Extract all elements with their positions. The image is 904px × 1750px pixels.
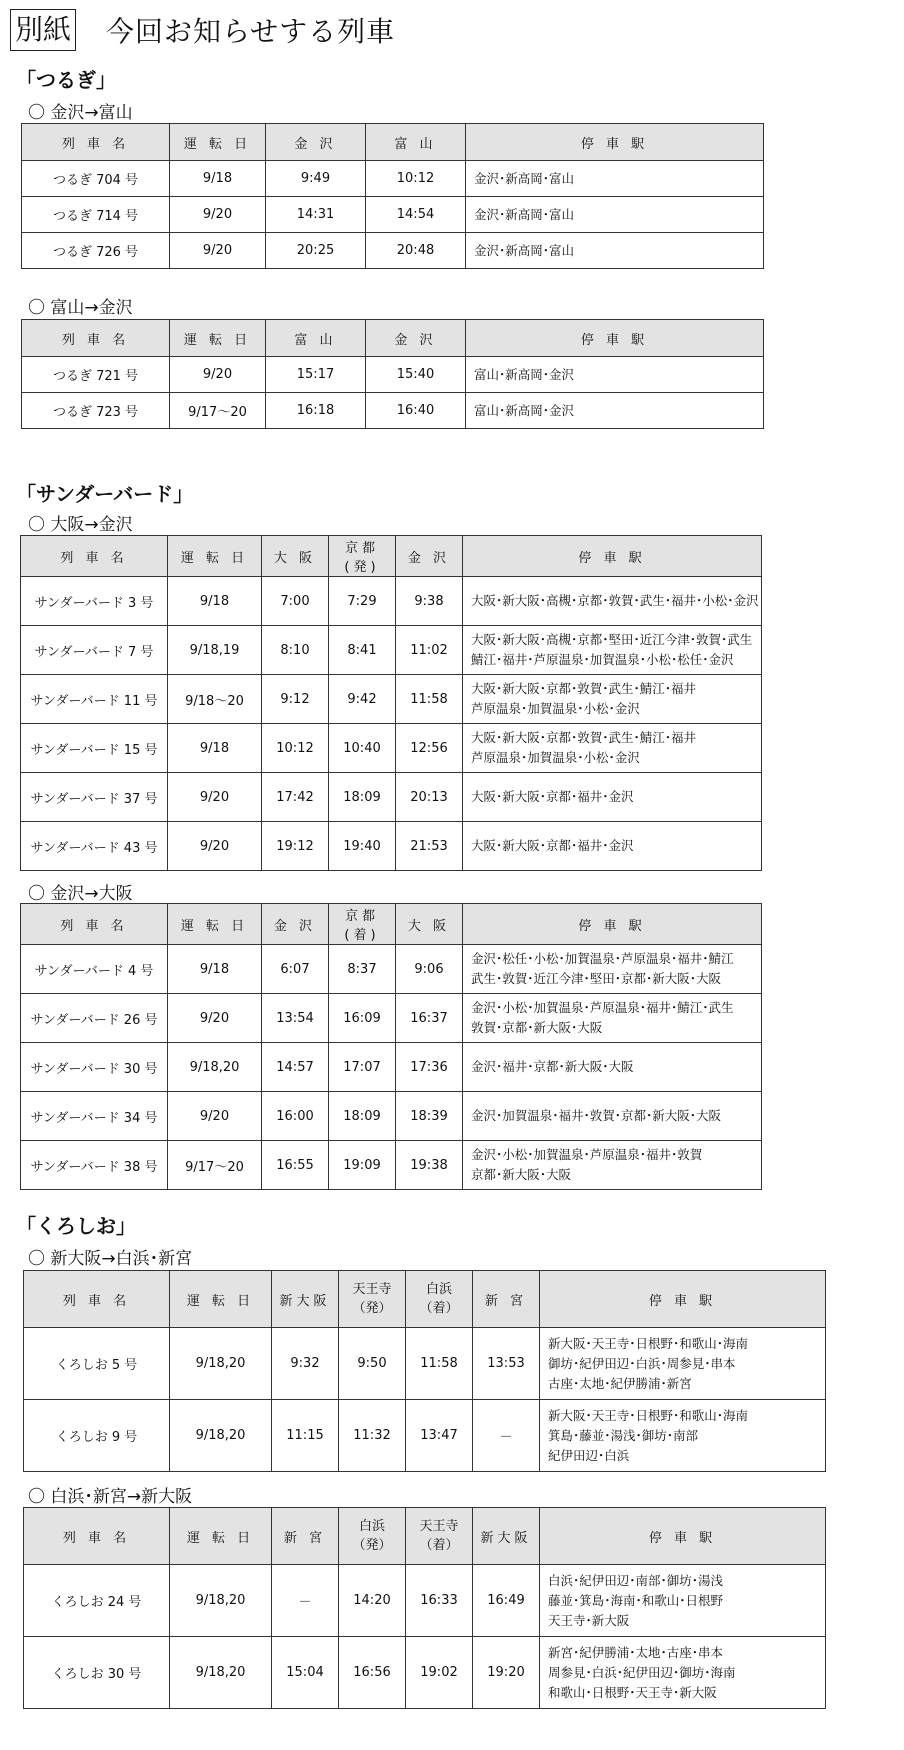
train-name-cell: つるぎ 704 号: [22, 161, 170, 197]
time-cell: 14:31: [266, 197, 366, 233]
train-name-cell: サンダーバード 26 号: [21, 994, 168, 1043]
table-row: [21, 773, 762, 822]
train-name-cell: サンダーバード 37 号: [21, 773, 168, 822]
train-name-cell: サンダーバード 4 号: [21, 945, 168, 994]
time-cell: 6:07: [262, 945, 329, 994]
time-cell: 20:25: [266, 233, 366, 269]
timetable: [23, 1270, 826, 1472]
operation-date-cell: 9/20: [170, 197, 266, 233]
time-cell: 11:58: [396, 675, 463, 724]
time-cell: 17:07: [329, 1043, 396, 1092]
header-row: [24, 1271, 826, 1328]
column-header: 停 車 駅: [463, 536, 762, 577]
table-row: [24, 1637, 826, 1709]
time-cell: 17:36: [396, 1043, 463, 1092]
column-header: 金 沢: [262, 904, 329, 945]
time-cell: 15:40: [366, 357, 466, 393]
time-cell: 10:40: [329, 724, 396, 773]
section-title: 「くろしお」: [16, 1214, 136, 1238]
stops-cell: 金沢･新高岡･富山: [466, 161, 764, 197]
time-cell: 12:56: [396, 724, 463, 773]
time-cell: 21:53: [396, 822, 463, 871]
train-name-cell: サンダーバード 43 号: [21, 822, 168, 871]
column-header: 運 転 日: [170, 320, 266, 357]
operation-date-cell: 9/18,20: [170, 1400, 272, 1472]
time-cell: 19:38: [396, 1141, 463, 1190]
stops-cell: 金沢･福井･京都･新大阪･大阪: [463, 1043, 762, 1092]
column-header: 京都(着): [329, 904, 396, 945]
time-cell: 16:33: [406, 1565, 473, 1637]
column-header: 停 車 駅: [463, 904, 762, 945]
column-header: 列 車 名: [21, 536, 168, 577]
route-title: 〇 金沢→富山: [28, 103, 133, 123]
section-title: 「サンダーバード」: [16, 482, 194, 506]
route-title: 〇 金沢→大阪: [28, 884, 133, 904]
operation-date-cell: 9/18: [168, 945, 262, 994]
time-cell: 18:39: [396, 1092, 463, 1141]
column-header: 列 車 名: [21, 904, 168, 945]
column-header: 新 宮: [272, 1508, 339, 1565]
column-header: 新 宮: [473, 1271, 540, 1328]
stops-cell: 金沢･松任･小松･加賀温泉･芦原温泉･福井･鯖江 武生･敦賀･近江今津･堅田･京都･新大阪･大阪: [463, 945, 762, 994]
table-row: [24, 1565, 826, 1637]
train-name-cell: サンダーバード 34 号: [21, 1092, 168, 1141]
time-cell: 8:37: [329, 945, 396, 994]
stops-cell: 大阪･新大阪･京都･敦賀･武生･鯖江･福井 芦原温泉･加賀温泉･小松･金沢: [463, 724, 762, 773]
operation-date-cell: 9/20: [168, 822, 262, 871]
table-row: [21, 994, 762, 1043]
train-name-cell: つるぎ 714 号: [22, 197, 170, 233]
time-cell: 9:42: [329, 675, 396, 724]
column-header: 運 転 日: [170, 124, 266, 161]
stops-cell: 新大阪･天王寺･日根野･和歌山･海南 箕島･藤並･湯浅･御坊･南部 紀伊田辺･白浜: [540, 1400, 826, 1472]
time-cell: 19:40: [329, 822, 396, 871]
table-row: [22, 161, 764, 197]
table-row: [21, 675, 762, 724]
stops-cell: 大阪･新大阪･京都･福井･金沢: [463, 773, 762, 822]
stops-cell: 新宮･紀伊勝浦･太地･古座･串本 周参見･白浜･紀伊田辺･御坊･海南 和歌山･日根野･天王寺･新大阪: [540, 1637, 826, 1709]
time-cell: 19:20: [473, 1637, 540, 1709]
header-row: [22, 124, 764, 161]
time-cell: －: [473, 1400, 540, 1472]
column-header: 運 転 日: [170, 1508, 272, 1565]
column-header: 運 転 日: [168, 904, 262, 945]
time-cell: 13:47: [406, 1400, 473, 1472]
header-row: [21, 536, 762, 577]
timetable: [20, 903, 762, 1190]
table-row: [21, 1141, 762, 1190]
time-cell: 20:48: [366, 233, 466, 269]
train-name-cell: サンダーバード 30 号: [21, 1043, 168, 1092]
timetable: [21, 319, 764, 429]
time-cell: 16:37: [396, 994, 463, 1043]
table-row: [21, 1043, 762, 1092]
time-cell: 14:57: [262, 1043, 329, 1092]
train-name-cell: サンダーバード 38 号: [21, 1141, 168, 1190]
column-header: 富 山: [366, 124, 466, 161]
operation-date-cell: 9/20: [170, 233, 266, 269]
operation-date-cell: 9/20: [168, 994, 262, 1043]
time-cell: 19:12: [262, 822, 329, 871]
time-cell: 14:20: [339, 1565, 406, 1637]
table-row: [21, 626, 762, 675]
route-title: 〇 新大阪→白浜･新宮: [28, 1249, 193, 1269]
time-cell: 16:40: [366, 393, 466, 429]
time-cell: 11:15: [272, 1400, 339, 1472]
operation-date-cell: 9/18～20: [168, 675, 262, 724]
time-cell: 15:04: [272, 1637, 339, 1709]
time-cell: 16:56: [339, 1637, 406, 1709]
stops-cell: 大阪･新大阪･京都･敦賀･武生･鯖江･福井 芦原温泉･加賀温泉･小松･金沢: [463, 675, 762, 724]
header-row: [22, 320, 764, 357]
operation-date-cell: 9/20: [168, 1092, 262, 1141]
column-header: 列 車 名: [24, 1271, 170, 1328]
train-name-cell: くろしお 5 号: [24, 1328, 170, 1400]
table-row: [21, 724, 762, 773]
time-cell: 7:29: [329, 577, 396, 626]
column-header: 大 阪: [396, 904, 463, 945]
column-header: 京都(発): [329, 536, 396, 577]
route-title: 〇 白浜･新宮→新大阪: [28, 1487, 193, 1507]
time-cell: 9:49: [266, 161, 366, 197]
stops-cell: 大阪･新大阪･高槻･京都･敦賀･武生･福井･小松･金沢: [463, 577, 762, 626]
time-cell: 17:42: [262, 773, 329, 822]
time-cell: 10:12: [262, 724, 329, 773]
time-cell: 16:09: [329, 994, 396, 1043]
table-row: [21, 945, 762, 994]
page-title: 今回お知らせする列車: [106, 15, 396, 48]
operation-date-cell: 9/18,20: [170, 1637, 272, 1709]
column-header: 列 車 名: [22, 124, 170, 161]
operation-date-cell: 9/18: [170, 161, 266, 197]
train-name-cell: くろしお 24 号: [24, 1565, 170, 1637]
stops-cell: 金沢･新高岡･富山: [466, 197, 764, 233]
train-name-cell: つるぎ 721 号: [22, 357, 170, 393]
time-cell: 19:09: [329, 1141, 396, 1190]
table-row: [22, 357, 764, 393]
route-title: 〇 富山→金沢: [28, 298, 133, 318]
stops-cell: 大阪･新大阪･高槻･京都･堅田･近江今津･敦賀･武生 鯖江･福井･芦原温泉･加賀温泉･小松･松任･金沢: [463, 626, 762, 675]
time-cell: 9:50: [339, 1328, 406, 1400]
attachment-badge: 別紙: [10, 9, 76, 51]
time-cell: 16:55: [262, 1141, 329, 1190]
table-row: [24, 1328, 826, 1400]
time-cell: 11:02: [396, 626, 463, 675]
time-cell: 18:09: [329, 1092, 396, 1141]
train-name-cell: くろしお 9 号: [24, 1400, 170, 1472]
column-header: 停 車 駅: [466, 124, 764, 161]
route-title: 〇 大阪→金沢: [28, 515, 133, 535]
column-header: 新大阪: [272, 1271, 339, 1328]
operation-date-cell: 9/20: [168, 773, 262, 822]
time-cell: 8:41: [329, 626, 396, 675]
table-row: [21, 1092, 762, 1141]
time-cell: 9:06: [396, 945, 463, 994]
header-row: [24, 1508, 826, 1565]
time-cell: 20:13: [396, 773, 463, 822]
stops-cell: 金沢･小松･加賀温泉･芦原温泉･福井･敦賀 京都･新大阪･大阪: [463, 1141, 762, 1190]
column-header: 停 車 駅: [540, 1271, 826, 1328]
train-name-cell: サンダーバード 7 号: [21, 626, 168, 675]
time-cell: 11:58: [406, 1328, 473, 1400]
operation-date-cell: 9/17～20: [170, 393, 266, 429]
stops-cell: 大阪･新大阪･京都･福井･金沢: [463, 822, 762, 871]
stops-cell: 新大阪･天王寺･日根野･和歌山･海南 御坊･紀伊田辺･白浜･周参見･串本 古座･太地･紀伊勝浦･新宮: [540, 1328, 826, 1400]
operation-date-cell: 9/18,20: [170, 1328, 272, 1400]
train-name-cell: サンダーバード 15 号: [21, 724, 168, 773]
operation-date-cell: 9/18,20: [170, 1565, 272, 1637]
train-name-cell: サンダーバード 3 号: [21, 577, 168, 626]
column-header: 新大阪: [473, 1508, 540, 1565]
timetable: [21, 123, 764, 269]
stops-cell: 富山･新高岡･金沢: [466, 393, 764, 429]
time-cell: 14:54: [366, 197, 466, 233]
column-header: 列 車 名: [24, 1508, 170, 1565]
column-header: 富 山: [266, 320, 366, 357]
operation-date-cell: 9/17～20: [168, 1141, 262, 1190]
time-cell: 16:00: [262, 1092, 329, 1141]
column-header: 列 車 名: [22, 320, 170, 357]
operation-date-cell: 9/18: [168, 724, 262, 773]
section-title: 「つるぎ」: [16, 68, 116, 92]
column-header: 運 転 日: [170, 1271, 272, 1328]
time-cell: 7:00: [262, 577, 329, 626]
time-cell: 9:38: [396, 577, 463, 626]
table-row: [21, 822, 762, 871]
time-cell: 9:32: [272, 1328, 339, 1400]
stops-cell: 白浜･紀伊田辺･南部･御坊･湯浅 藤並･箕島･海南･和歌山･日根野 天王寺･新大阪: [540, 1565, 826, 1637]
operation-date-cell: 9/18: [168, 577, 262, 626]
column-header: 白浜 （着）: [406, 1271, 473, 1328]
timetable: [23, 1507, 826, 1709]
column-header: 天王寺 （発）: [339, 1271, 406, 1328]
column-header: 天王寺 （着）: [406, 1508, 473, 1565]
stops-cell: 金沢･新高岡･富山: [466, 233, 764, 269]
table-row: [22, 233, 764, 269]
column-header: 金 沢: [266, 124, 366, 161]
time-cell: 11:32: [339, 1400, 406, 1472]
operation-date-cell: 9/18,20: [168, 1043, 262, 1092]
column-header: 白浜 （発）: [339, 1508, 406, 1565]
time-cell: 16:18: [266, 393, 366, 429]
time-cell: －: [272, 1565, 339, 1637]
operation-date-cell: 9/18,19: [168, 626, 262, 675]
document-header: [10, 10, 395, 50]
train-name-cell: くろしお 30 号: [24, 1637, 170, 1709]
train-name-cell: サンダーバード 11 号: [21, 675, 168, 724]
table-row: [24, 1400, 826, 1472]
time-cell: 15:17: [266, 357, 366, 393]
time-cell: 9:12: [262, 675, 329, 724]
table-row: [22, 197, 764, 233]
time-cell: 16:49: [473, 1565, 540, 1637]
table-row: [22, 393, 764, 429]
column-header: 金 沢: [396, 536, 463, 577]
table-row: [21, 577, 762, 626]
operation-date-cell: 9/20: [170, 357, 266, 393]
timetable: [20, 535, 762, 871]
time-cell: 13:53: [473, 1328, 540, 1400]
column-header: 金 沢: [366, 320, 466, 357]
time-cell: 13:54: [262, 994, 329, 1043]
time-cell: 18:09: [329, 773, 396, 822]
stops-cell: 金沢･加賀温泉･福井･敦賀･京都･新大阪･大阪: [463, 1092, 762, 1141]
train-name-cell: つるぎ 726 号: [22, 233, 170, 269]
column-header: 停 車 駅: [540, 1508, 826, 1565]
column-header: 大 阪: [262, 536, 329, 577]
column-header: 運 転 日: [168, 536, 262, 577]
train-name-cell: つるぎ 723 号: [22, 393, 170, 429]
time-cell: 10:12: [366, 161, 466, 197]
header-row: [21, 904, 762, 945]
time-cell: 8:10: [262, 626, 329, 675]
stops-cell: 富山･新高岡･金沢: [466, 357, 764, 393]
column-header: 停 車 駅: [466, 320, 764, 357]
stops-cell: 金沢･小松･加賀温泉･芦原温泉･福井･鯖江･武生 敦賀･京都･新大阪･大阪: [463, 994, 762, 1043]
time-cell: 19:02: [406, 1637, 473, 1709]
